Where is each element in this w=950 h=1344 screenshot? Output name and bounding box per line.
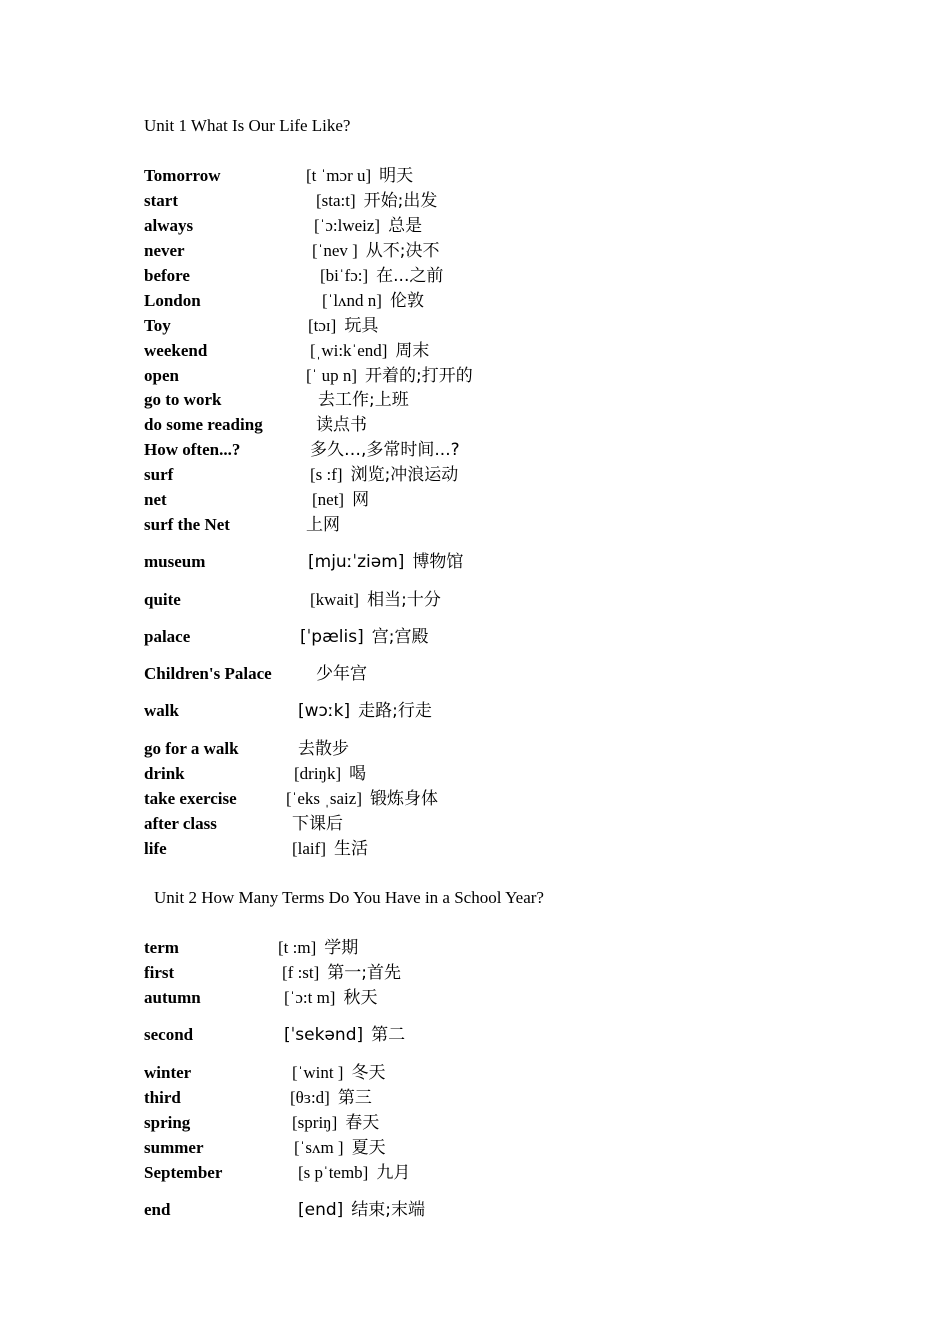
vocab-pronunciation: [mjuːˈziəm] <box>308 552 405 572</box>
vocab-definition <box>322 289 424 313</box>
vocab-word: walk <box>144 701 179 720</box>
vocab-meaning: 秋天 <box>343 988 378 1008</box>
vocab-word: after class <box>144 814 217 833</box>
vocab-definition <box>298 1161 410 1185</box>
vocab-meaning: 结束;末端 <box>351 1200 426 1220</box>
vocab-meaning: 少年宫 <box>316 664 367 684</box>
vocab-definition <box>316 413 367 437</box>
vocab-pronunciation: [laif] <box>292 839 326 858</box>
vocab-pronunciation: [tɔɪ] <box>308 316 337 335</box>
vocab-meaning: 明天 <box>379 166 414 186</box>
vocab-word: second <box>144 1025 194 1044</box>
vocab-definition <box>282 961 401 985</box>
vocab-word: surf the Net <box>144 515 230 534</box>
vocab-meaning: 从不;决不 <box>365 241 440 261</box>
vocab-meaning: 开始;出发 <box>363 191 438 211</box>
vocab-definition <box>292 812 343 836</box>
vocab-meaning: 博物馆 <box>412 552 464 572</box>
vocab-word: weekend <box>144 341 208 360</box>
vocab-word: always <box>144 216 194 235</box>
vocab-pronunciation: [f :st] <box>282 963 320 982</box>
vocab-meaning: 生活 <box>333 839 368 859</box>
vocab-pronunciation: [spriŋ] <box>292 1113 338 1132</box>
vocab-meaning: 读点书 <box>316 415 367 435</box>
vocab-definition <box>306 513 340 537</box>
vocab-definition <box>284 1023 405 1047</box>
vocab-meaning: 冬天 <box>351 1063 386 1083</box>
vocab-definition <box>298 699 432 723</box>
vocab-definition <box>278 936 358 960</box>
vocab-word: never <box>144 241 185 260</box>
vocab-word: September <box>144 1163 223 1182</box>
vocab-definition <box>310 438 460 462</box>
vocab-word: Children's Palace <box>144 664 272 683</box>
vocab-pronunciation: [ˈ up n] <box>306 366 357 385</box>
vocab-definition <box>310 463 458 487</box>
vocab-pronunciation: [ˈnev ] <box>312 241 358 260</box>
vocab-word: autumn <box>144 988 201 1007</box>
vocab-meaning: 第二 <box>371 1025 406 1045</box>
vocab-pronunciation: [t :m] <box>278 938 317 957</box>
vocab-meaning: 浏览;冲浪运动 <box>350 465 459 485</box>
vocab-pronunciation: [s :f] <box>310 465 343 484</box>
vocab-word: do some reading <box>144 415 263 434</box>
vocab-definition <box>310 588 441 612</box>
vocab-definition <box>310 339 429 363</box>
vocab-pronunciation: [biˈfɔ:] <box>320 266 369 285</box>
vocab-pronunciation: [driŋk] <box>294 764 342 783</box>
vocab-meaning: 相当;十分 <box>367 590 441 610</box>
vocab-definition <box>300 625 428 649</box>
vocab-meaning: 上网 <box>306 515 340 535</box>
vocab-word: term <box>144 938 179 957</box>
vocab-pronunciation: [ˈeks ˌsaiz] <box>286 789 362 808</box>
vocab-pronunciation: [ˈsekənd] <box>284 1025 364 1045</box>
vocab-definition <box>284 986 377 1010</box>
vocab-definition <box>298 1198 425 1222</box>
vocab-definition <box>298 737 349 761</box>
vocab-pronunciation: [ˈlʌnd n] <box>322 291 382 310</box>
vocab-meaning: 锻炼身体 <box>370 789 438 809</box>
vocab-definition <box>320 264 443 288</box>
vocab-definition <box>306 164 413 188</box>
vocab-definition <box>292 1111 379 1135</box>
vocab-meaning: 学期 <box>324 938 359 958</box>
vocab-definition <box>312 239 440 263</box>
vocab-definition <box>306 364 473 388</box>
vocab-word: drink <box>144 764 185 783</box>
vocab-meaning: 在...之前 <box>376 266 444 286</box>
vocab-pronunciation: [θɜ:d] <box>290 1088 330 1107</box>
vocab-word: go to work <box>144 390 222 409</box>
vocab-word: net <box>144 490 167 509</box>
vocab-word: summer <box>144 1138 204 1157</box>
vocab-pronunciation: [ˈɔ:t m] <box>284 988 336 1007</box>
vocab-word: Toy <box>144 316 171 335</box>
vocab-word: London <box>144 291 201 310</box>
vocab-meaning: 下课后 <box>292 814 343 834</box>
vocab-definition <box>312 488 369 512</box>
vocab-meaning: 宫;宫殿 <box>371 627 429 647</box>
vocab-word: before <box>144 266 190 285</box>
vocab-definition <box>286 787 438 811</box>
vocab-pronunciation: [ˈpælis] <box>300 627 364 647</box>
vocab-meaning: 喝 <box>349 764 367 784</box>
vocab-word: go for a walk <box>144 739 239 758</box>
vocab-word: open <box>144 366 179 385</box>
vocab-word: spring <box>144 1113 191 1132</box>
vocab-word: How often...? <box>144 440 241 459</box>
vocab-definition <box>314 214 422 238</box>
vocab-definition <box>318 388 409 412</box>
vocab-pronunciation: [ˈɔ:lweiz] <box>314 216 381 235</box>
vocab-word: palace <box>144 627 191 646</box>
vocab-meaning: 走路;行走 <box>358 701 432 721</box>
vocab-meaning: 春天 <box>345 1113 380 1133</box>
vocab-definition <box>294 1136 386 1160</box>
vocab-word: first <box>144 963 175 982</box>
vocab-word: winter <box>144 1063 192 1082</box>
vocab-meaning: 第一;首先 <box>327 963 402 983</box>
vocab-pronunciation: [end] <box>298 1200 344 1220</box>
vocab-pronunciation: [s pˈtemb] <box>298 1163 369 1182</box>
vocab-meaning: 总是 <box>388 216 423 236</box>
vocab-pronunciation: [ˈsʌm ] <box>294 1138 344 1157</box>
vocab-word: start <box>144 191 178 210</box>
vocab-word: take exercise <box>144 789 237 808</box>
vocab-meaning: 多久…,多常时间...? <box>310 440 460 460</box>
unit-2-title: Unit 2 How Many Terms Do You Have in a School Year? <box>154 888 544 907</box>
vocab-word: quite <box>144 590 181 609</box>
vocab-meaning: 开着的;打开的 <box>364 366 473 386</box>
vocab-pronunciation: [sta:t] <box>316 191 356 210</box>
vocab-definition <box>292 1061 385 1085</box>
vocab-definition <box>292 837 368 861</box>
vocab-meaning: 伦敦 <box>389 291 424 311</box>
vocab-pronunciation: [net] <box>312 490 345 509</box>
vocab-meaning: 网 <box>352 490 370 510</box>
vocab-definition <box>316 662 367 686</box>
vocab-word: Tomorrow <box>144 166 221 185</box>
unit-1-title: Unit 1 What Is Our Life Like? <box>144 116 351 135</box>
vocab-pronunciation: [ˈwint ] <box>292 1063 344 1082</box>
vocab-pronunciation: [wɔːk] <box>298 701 351 721</box>
vocab-pronunciation: [ˌwi:kˈend] <box>310 341 388 360</box>
vocab-word: museum <box>144 552 206 571</box>
vocab-word: end <box>144 1200 171 1219</box>
vocab-definition <box>294 762 366 786</box>
vocab-pronunciation: [t ˈmɔr u] <box>306 166 372 185</box>
vocab-definition <box>290 1086 372 1110</box>
vocab-meaning: 去工作;上班 <box>318 390 409 410</box>
vocab-meaning: 第三 <box>337 1088 372 1108</box>
vocab-meaning: 周末 <box>395 341 430 361</box>
vocab-word: third <box>144 1088 181 1107</box>
vocab-meaning: 玩具 <box>344 316 379 336</box>
vocab-meaning: 去散步 <box>298 739 349 759</box>
vocab-word: surf <box>144 465 174 484</box>
vocab-meaning: 九月 <box>376 1163 411 1183</box>
vocab-definition <box>316 189 437 213</box>
vocab-meaning: 夏天 <box>351 1138 386 1158</box>
vocab-pronunciation: [kwait] <box>310 590 360 609</box>
vocab-definition <box>308 550 463 574</box>
vocab-definition <box>308 314 378 338</box>
vocab-word: life <box>144 839 167 858</box>
